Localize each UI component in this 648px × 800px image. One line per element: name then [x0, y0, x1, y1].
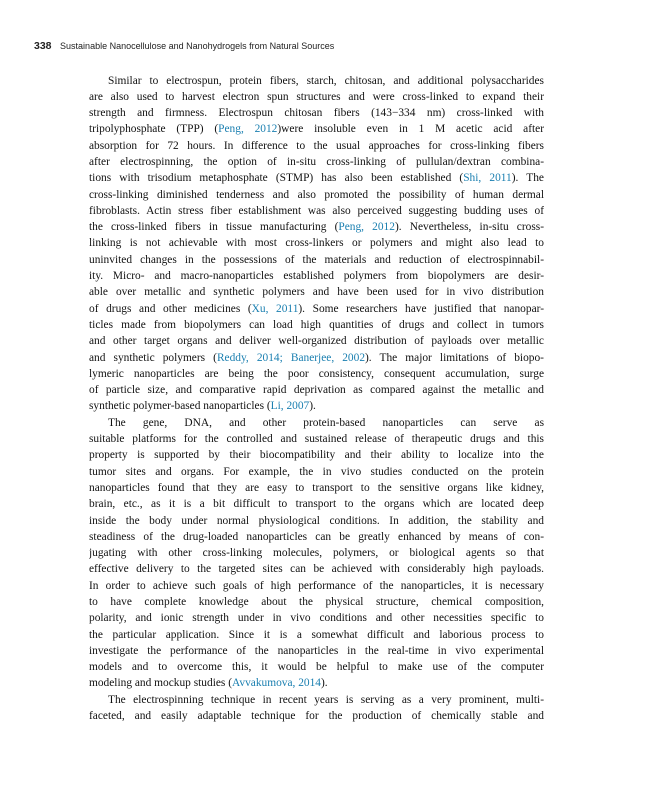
running-title: Sustainable Nanocellulose and Nanohydrogels from Natural Sources	[60, 41, 335, 51]
text-run: lymeric nanoparticles are being the poor consistency, consequent accumulation, surge	[89, 367, 544, 380]
paragraph	[89, 415, 544, 692]
text-run: ). The major limitations of biopo-	[365, 351, 544, 364]
text-line	[89, 447, 544, 463]
text-run: The gene, DNA, and other protein-based nanoparticles can serve as	[108, 416, 544, 429]
text-line	[89, 382, 544, 398]
text-line	[89, 627, 544, 643]
text-run: uninvited changes in the possessions of the materials and reduction of electrospinnabil-	[89, 253, 544, 266]
text-run: linking is not achievable with most cross-linkers or polymers and might also lead to	[89, 237, 544, 250]
text-line	[89, 578, 544, 594]
text-run: of drugs and other medicines (	[89, 302, 252, 315]
text-run: polarity, and ionic strength under in vivo conditions and other necessities specific to	[89, 612, 544, 625]
text-line	[89, 252, 544, 268]
text-run: property is supported by their biocompatibility and their ability to localize into the	[89, 449, 544, 462]
text-line	[89, 73, 544, 89]
text-line	[89, 415, 544, 431]
text-line	[89, 643, 544, 659]
text-line	[89, 561, 544, 577]
text-line	[89, 235, 544, 251]
citation-link[interactable]: Peng, 2012	[218, 123, 278, 136]
running-header	[34, 40, 334, 52]
paragraph	[89, 692, 544, 725]
page-number: 338	[34, 40, 52, 52]
text-run: )were insoluble even in 1 M acetic acid after	[277, 123, 544, 136]
text-run: brain, etc., as it is a bit difficult to transport to the organs which are located deep	[89, 498, 544, 511]
paragraph	[89, 73, 544, 415]
citation-link[interactable]: Xu, 2011	[251, 302, 299, 315]
text-line	[89, 138, 544, 154]
text-run: ).	[309, 400, 316, 413]
text-run: ). The	[511, 172, 544, 185]
text-run: are also used to harvest electron spun structures and were cross-linked to expand their	[89, 90, 544, 103]
text-run: synthetic polymer-based nanoparticles (	[89, 400, 271, 413]
text-line	[89, 545, 544, 561]
text-run: and synthetic polymers (	[89, 351, 217, 364]
text-run: jugating with other cross-linking molecules, polymers, or biological agents so that	[89, 547, 544, 560]
text-run: ity. Micro- and macro-nanoparticles established polymers from biopolymers are desir-	[89, 270, 544, 283]
text-run: effective delivery to the targeted sites can be achieved with considerably high payloads.	[89, 563, 544, 576]
text-run: tripolyphosphate (TPP) (	[89, 123, 219, 136]
text-line	[89, 480, 544, 496]
text-line	[89, 284, 544, 300]
text-run: suitable platforms for the controlled and sustained release of therapeutic drugs and this	[89, 433, 544, 446]
text-run: ).	[321, 677, 328, 690]
text-line	[89, 610, 544, 626]
text-line	[89, 464, 544, 480]
text-run: to have complete knowledge about the physical structure, chemical composition,	[89, 596, 544, 608]
text-line	[89, 350, 544, 366]
text-run: modeling and mockup studies (	[89, 677, 232, 690]
text-line	[89, 268, 544, 284]
text-run: investigate the performance of the nanoparticles in the real-time in vivo experimental	[89, 644, 544, 657]
text-run: models and to overcome this, it would be helpful to make use of the computer	[89, 661, 544, 674]
text-line	[89, 529, 544, 545]
text-run: ticles made from biopolymers can load high quantities of drugs and collect in tumors	[89, 318, 544, 331]
text-line	[89, 301, 544, 317]
text-line	[89, 496, 544, 512]
text-run: cross-linking diminished tenderness and also promoted the possibility of human dermal	[89, 188, 544, 201]
text-line	[89, 121, 544, 137]
text-run: inside the body under normal physiological conditions. In addition, the stability and	[89, 514, 544, 527]
text-line	[89, 105, 544, 121]
text-line	[89, 170, 544, 186]
text-line	[89, 366, 544, 382]
text-run: of particle size, and comparative rapid deprivation as compared against the metallic and	[89, 384, 544, 397]
text-line	[89, 431, 544, 447]
text-line	[89, 398, 544, 414]
citation-link[interactable]: Li, 2007	[270, 400, 310, 413]
text-run: the particular application. Since it is a somewhat difficult and laborious process to	[89, 628, 544, 641]
text-line	[89, 692, 544, 708]
text-run: strength and firmness. Electrospun chitosan fibers (143−334 nm) cross-linked with	[89, 107, 544, 120]
text-run: steadiness of the drug-loaded nanoparticles can be greatly enhanced by means of con-	[89, 530, 544, 543]
text-line	[89, 675, 544, 691]
text-line	[89, 708, 544, 724]
citation-link[interactable]: Avvakumova, 2014	[232, 677, 321, 690]
text-run: absorption for 72 hours. In difference to the usual approaches for cross-linking fibers	[89, 139, 544, 152]
text-line	[89, 333, 544, 349]
citation-link[interactable]: Peng, 2012	[338, 221, 395, 234]
text-run: fibroblasts. Actin stress fiber establishment was also perceived suggesting budding uses of	[89, 204, 544, 217]
text-run: ). Some researchers have justified that nanopar-	[298, 302, 544, 315]
text-run: faceted, and easily adaptable technique for the production of chemically stable and	[89, 710, 544, 723]
text-line	[89, 154, 544, 170]
text-run: able over metallic and synthetic polymers and have been used for in vivo distribution	[89, 286, 544, 299]
body-text	[89, 73, 544, 725]
text-run: In order to achieve such goals of high performance of the nanoparticles, it is necessary	[89, 579, 544, 592]
text-line	[89, 594, 544, 610]
text-run: after electrospinning, the option of in-situ cross-linking of pullulan/dextran combina-	[89, 155, 544, 168]
text-run: tions with trisodium metaphosphate (STMP) has also been established (	[89, 172, 464, 185]
text-line	[89, 219, 544, 235]
text-line	[89, 513, 544, 529]
text-run: The electrospinning technique in recent years is serving as a very prominent, multi-	[108, 693, 544, 706]
text-run: tumor sites and organs. For example, the in vivo studies conducted on the protein	[89, 465, 544, 478]
text-run: the cross-linked fibers in tissue manufacturing (	[89, 221, 339, 234]
text-line	[89, 659, 544, 675]
citation-link[interactable]: Reddy, 2014; Banerjee, 2002	[216, 351, 366, 364]
text-line	[89, 187, 544, 203]
text-line	[89, 89, 544, 105]
text-run: nanoparticles found that they are easy to transport to the sensitive organs like kidney,	[89, 481, 544, 494]
text-line	[89, 317, 544, 333]
citation-link[interactable]: Shi, 2011	[463, 172, 512, 185]
text-run: and other target organs and deliver well-organized distribution of payloads over metallic	[89, 335, 544, 348]
text-run: Similar to electrospun, protein fibers, starch, chitosan, and additional polysaccharides	[108, 74, 544, 87]
text-line	[89, 203, 544, 219]
text-run: ). Nevertheless, in-situ cross-	[394, 221, 544, 234]
